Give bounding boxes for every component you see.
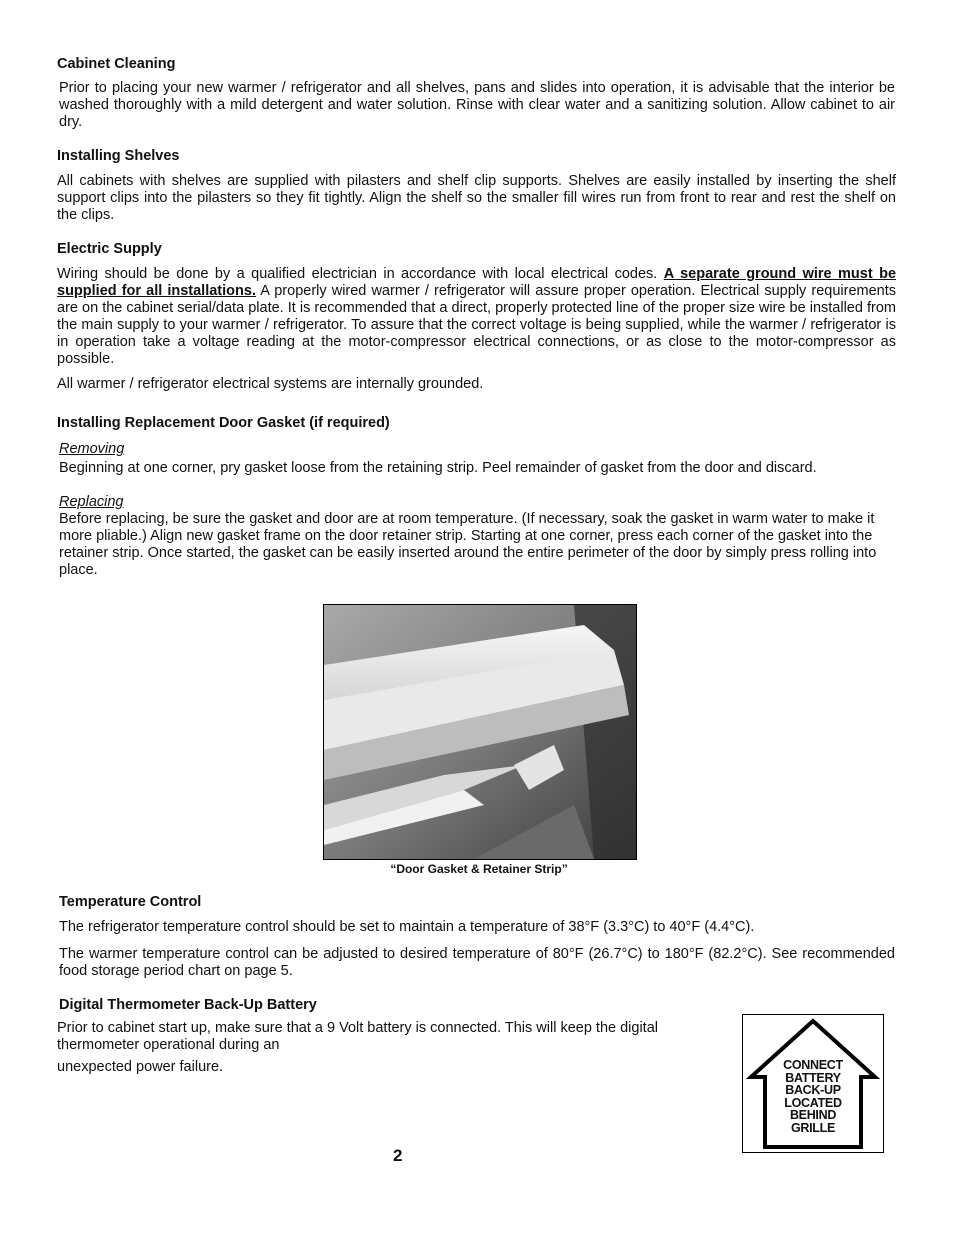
- sign-line: LOCATED: [784, 1095, 842, 1110]
- battery-sign: [742, 1014, 884, 1153]
- cabinet-cleaning-text: Prior to placing your new warmer / refrigerator and all shelves, pans and slides into operation, it is advisable that the interior be washed thoroughly with a mild detergent and water solution. Rinse with clear water and a sanitizing solution. Allow cabinet to air dry.: [59, 80, 895, 130]
- heading-battery: Digital Thermometer Back-Up Battery: [59, 997, 317, 1013]
- removing-subheading: Removing: [59, 441, 125, 457]
- heading-installing-shelves: Installing Shelves: [57, 148, 180, 164]
- sign-line: BEHIND: [789, 1108, 837, 1122]
- gasket-photo-illustration: [324, 605, 636, 859]
- battery-text-1: Prior to cabinet start up, make sure that a 9 Volt battery is connected. This will keep the digital thermometer operational during an: [57, 1020, 658, 1053]
- replacing-text: Before replacing, be sure the gasket and door are at room temperature. (If necessary, soak the gasket in warm water to make it more pliable.) Align new gasket frame on the door retainer strip. Starting at one corner, press each corner of the gasket into the retainer strip. Once started, the gasket can be easily inserted around the entire perimeter of the door by simply press rolling into place.: [59, 511, 877, 578]
- page-number: 2: [393, 1146, 403, 1165]
- figure-caption: “Door Gasket & Retainer Strip”: [390, 862, 568, 876]
- installing-shelves-text: All cabinets with shelves are supplied with pilasters and shelf clip supports. Shelves are easily installed by inserting the shelf support clips into the pilasters so they fit tightly. Align the shelf so the smaller fill wires run from front to rear and rest the shelf on the clips.: [57, 173, 896, 223]
- ground-wire-warning: A separate ground wire must be supplied for all installations.: [57, 266, 897, 299]
- sign-line: GRILLE: [790, 1120, 836, 1135]
- electric-grounded-text: All warmer / refrigerator electrical systems are internally grounded.: [57, 376, 484, 392]
- sign-text: [765, 1059, 861, 1134]
- removing-text: Beginning at one corner, pry gasket loose from the retaining strip. Peel remainder of gasket from the door and discard.: [59, 460, 817, 476]
- sign-line: CONNECT: [783, 1058, 843, 1072]
- electric-supply-rest: A properly wired warmer / refrigerator will assure proper operation. Electrical supply requirements are on the cabinet serial/data plate. It is recommended that a direct, properly protected line of the proper size wire be installed from the main supply to your warmer / refrigerator. To assure that the correct voltage is being supplied, while the warmer / refrigerator is in operation take a voltage reading at the motor-compressor electrical connections, or as close to the motor-compressor as possible.: [57, 283, 896, 367]
- temperature-control-text-1: The refrigerator temperature control should be set to maintain a temperature of 38°F (3.3°C) to 40°F (4.4°C).: [59, 919, 755, 935]
- battery-text-2: unexpected power failure.: [57, 1059, 224, 1075]
- sign-line: BATTERY: [785, 1070, 841, 1085]
- electric-supply-intro: Wiring should be done by a qualified electrician in accordance with local electrical codes.: [57, 266, 664, 282]
- heading-door-gasket: Installing Replacement Door Gasket (if required): [57, 415, 390, 431]
- heading-temperature-control: Temperature Control: [59, 894, 202, 910]
- replacing-subheading: Replacing: [59, 494, 124, 510]
- sign-line: BACK-UP: [785, 1083, 841, 1097]
- heading-cabinet-cleaning: Cabinet Cleaning: [57, 56, 176, 72]
- temperature-control-text-2: The warmer temperature control can be adjusted to desired temperature of 80°F (26.7°C) to 180°F (82.2°C). See recommended food storage period chart on page 5.: [59, 946, 895, 979]
- electric-supply-text: [57, 266, 896, 368]
- gasket-photo: [323, 604, 637, 860]
- heading-electric-supply: Electric Supply: [57, 241, 162, 257]
